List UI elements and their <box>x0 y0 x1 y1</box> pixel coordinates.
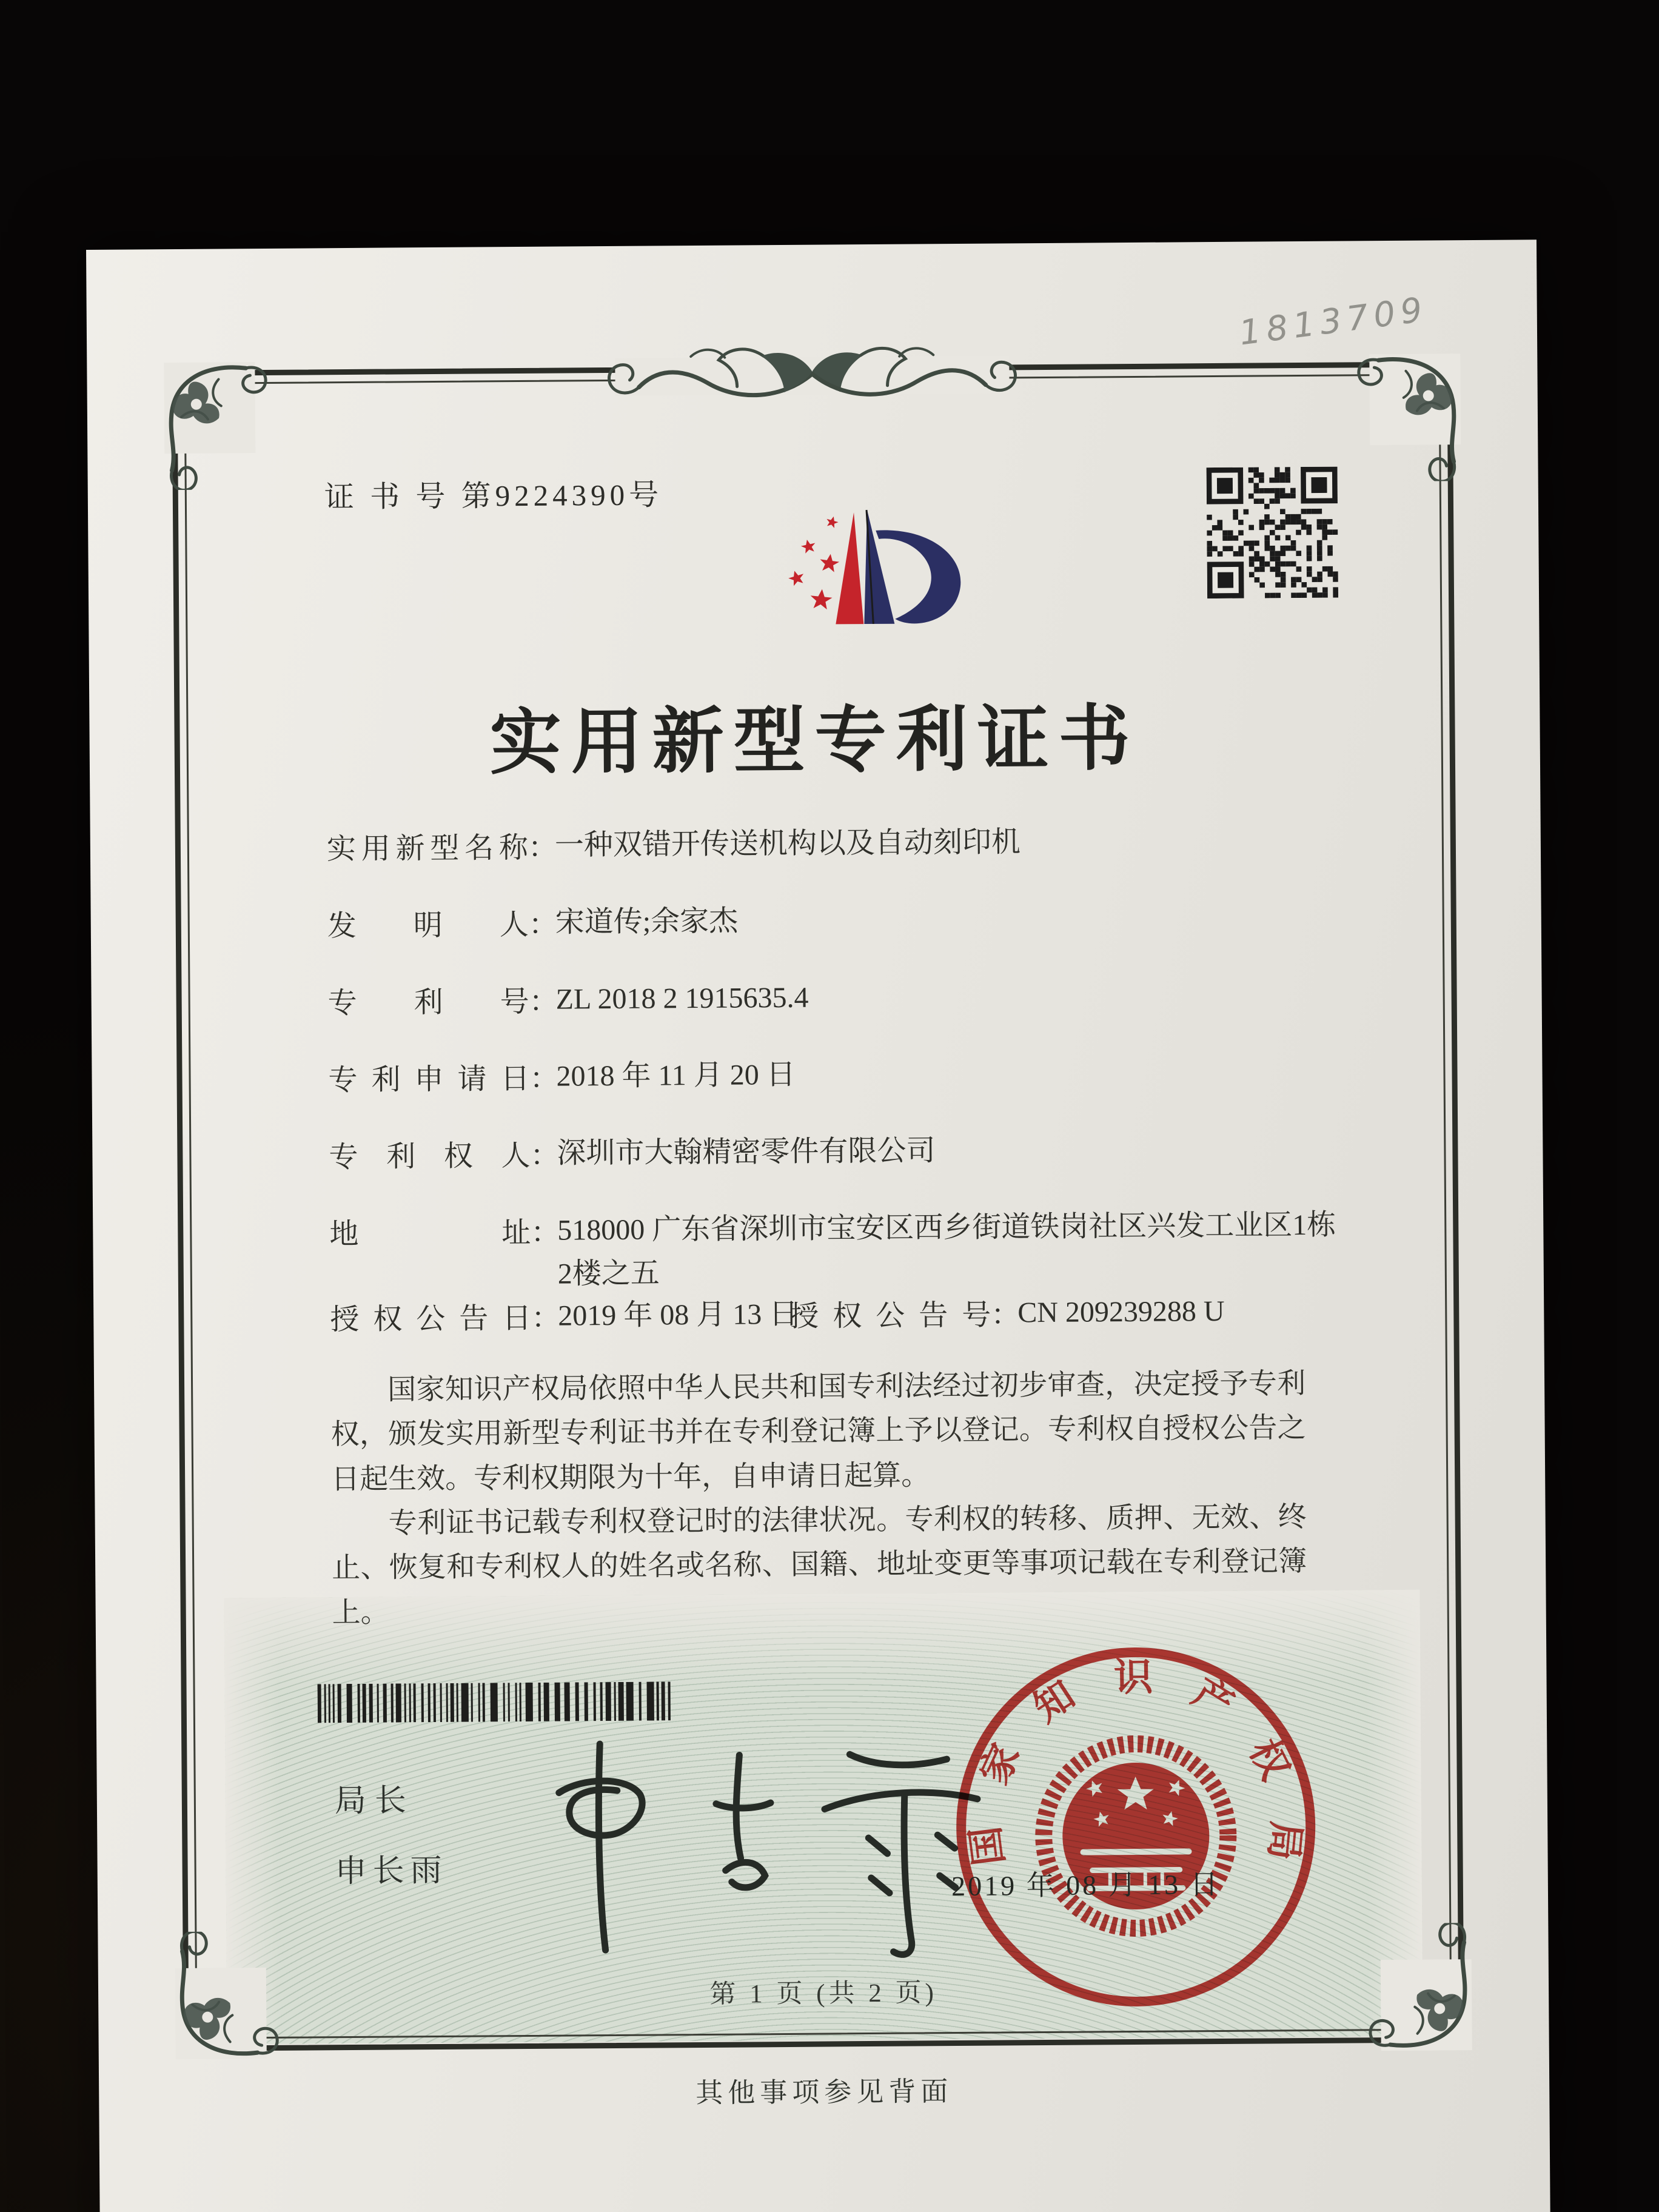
grant-number-label: 授权公告号 <box>789 1299 991 1333</box>
top-scroll-ornament-icon <box>581 312 1043 442</box>
field-label: 专利号 <box>327 985 529 1020</box>
grant-date-value: 2019 年 08 月 13 日 <box>558 1298 799 1332</box>
field-row <box>327 820 1021 869</box>
grant-date-pair <box>330 1293 798 1339</box>
field-value: 一种双错开传送机构以及自动刻印机 <box>554 826 1021 862</box>
certificate-title: 实用新型专利证书 <box>489 699 1141 783</box>
director-title: 局长 <box>334 1783 415 1819</box>
field-row <box>327 976 808 1024</box>
field-colon: ： <box>530 1139 560 1172</box>
seal-date: 2019 年 08 月 13 日 <box>951 1869 1221 1902</box>
corner-flourish-icon <box>1333 335 1480 482</box>
field-row <box>327 900 739 947</box>
cnipa-logo-icon <box>760 497 1004 644</box>
field-label: 发明人 <box>327 908 529 943</box>
legal-paragraph: 国家知识产权局依照中华人民共和国专利法经过初步审查，决定授予专利权，颁发实用新型专利证书并在专利登记簿上予以登记。专利权自授权公告之日起生效。专利权期限为十年，自申请日起算。 <box>330 1368 1306 1495</box>
field-colon: ： <box>531 1302 561 1335</box>
seal-text: 国家知识产权局 <box>964 1655 1308 1868</box>
field-value: 2018 年 11 月 20 日 <box>556 1058 796 1093</box>
grant-row <box>330 1289 1421 1339</box>
official-seal <box>943 1635 1328 2019</box>
field-colon: ： <box>991 1299 1021 1332</box>
field-row <box>329 1204 1346 1298</box>
grant-number-value: CN 209239288 U <box>1017 1295 1225 1329</box>
back-side-note: 其他事项参见背面 <box>695 2076 953 2109</box>
field-label: 地址 <box>329 1216 531 1251</box>
field-row <box>329 1129 935 1177</box>
field-colon: ： <box>528 908 558 941</box>
field-row <box>328 1053 796 1100</box>
field-colon: ： <box>531 1216 560 1249</box>
grant-number-pair <box>789 1290 1225 1336</box>
director-signature <box>484 1715 1020 1986</box>
legal-text <box>330 1362 1307 1635</box>
grant-date-label: 授权公告日 <box>330 1302 532 1336</box>
handwritten-number: 1813709 <box>1236 289 1430 354</box>
field-value: ZL 2018 2 1915635.4 <box>555 981 809 1016</box>
qr-code <box>1207 467 1339 599</box>
field-label: 专利申请日 <box>328 1062 530 1097</box>
certificate-number: 证 书 号 第9224390号 <box>324 478 663 514</box>
page-indicator: 第 1 页 (共 2 页) <box>709 1979 937 2009</box>
certificate-paper <box>86 240 1551 2212</box>
field-value: 518000 广东省深圳市宝安区西乡街道铁岗社区兴发工业区1栋2楼之五 <box>557 1208 1336 1290</box>
field-label: 实用新型名称 <box>326 831 529 866</box>
barcode <box>318 1681 672 1723</box>
field-colon: ： <box>529 1062 559 1095</box>
field-label: 专利权人 <box>329 1139 531 1174</box>
legal-paragraph: 专利证书记载专利权登记时的法律状况。专利权的转移、质押、无效、终止、恢复和专利权人的姓名或名称、国籍、地址变更等事项记载在专利登记簿上。 <box>332 1501 1307 1629</box>
director-name: 申长雨 <box>335 1853 448 1889</box>
field-value: 宋道传;余家杰 <box>555 905 739 939</box>
field-list <box>327 818 1422 1311</box>
field-value: 深圳市大翰精密零件有限公司 <box>557 1134 936 1170</box>
field-colon: ： <box>529 985 558 1018</box>
field-colon: ： <box>528 831 558 864</box>
corner-flourish-icon <box>146 344 292 491</box>
